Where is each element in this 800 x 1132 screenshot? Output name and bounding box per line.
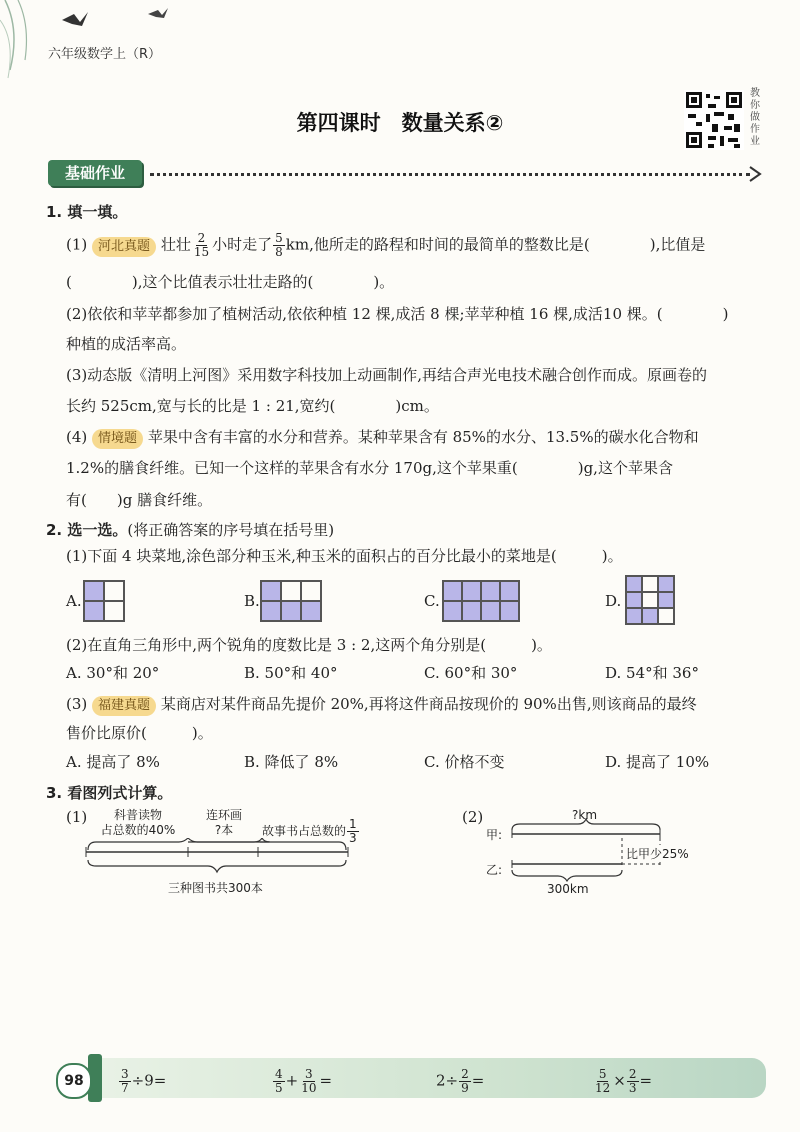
q2-heading: 2. 选一选。 [46,521,128,539]
q1-p4-line2: 1.2%的膳食纤维。已知一个这样的苹果含有水分 170g,这个苹果重( )g,这个苹果含 [66,459,673,477]
q1-p1-line1 [66,232,705,259]
q2-p3-line2: 售价比原价( )。 [66,724,213,742]
q3-d1-number: (1) [66,808,88,826]
q2-p1-option-d-label: D. [605,592,622,610]
footer-exercise-3: 2÷ $\frac{2}{9}$ = [436,1067,485,1095]
q2-p1-text: (1)下面 4 块菜地,涂色部分种玉米,种玉米的面积占的百分比最小的菜地是( )。 [66,547,623,565]
q3-d2-yi-label: 乙: [486,863,503,877]
q1-p3-line1: (3)动态版《清明上河图》采用数字科技加上动画制作,再结合声光电技术融合创作而成。原画卷的 [66,366,708,384]
q1-p1-fraction-distance: $\frac{5}{8}$ [275,231,283,259]
q2-p3-text: 某商店对某件商品先提价 20%,再将这件商品按现价的 90%出售,则该商品的最终 [160,695,697,713]
footer-exercise-1: $\frac{3}{7}$ ÷9= [121,1067,167,1095]
q1-p2-line2: 种植的成活率高。 [66,335,187,353]
lesson-title: 第四课时 数量关系② [296,111,504,135]
q3-d2-top-label: ?km [572,808,598,822]
qr-label: 教你做作业 [750,88,760,147]
q1-p1-text3: km,他所走的路程和时间的最简单的整数比是( ),比值是 [285,235,706,254]
q3-d1-label-science: 科普读物 占总数的40% [100,808,176,837]
q3-d2-jia-label: 甲: [486,828,503,842]
q1-heading: 1. 填一填。 [46,203,128,221]
q3-heading: 3. 看图列式计算。 [46,784,173,802]
q3-d2-less-label: 比甲少25% [626,847,689,861]
footer-exercise-4: $\frac{5}{12}$ × $\frac{2}{3}$ = [595,1067,653,1095]
book-title: 六年级数学上（R） [48,47,162,62]
q2-p2-option-d: D. 54°和 36° [605,664,699,682]
q2-p2-option-c: C. 60°和 30° [424,664,518,682]
q1-p1-text1: 壮壮 [160,235,191,254]
q3-d1-segment-diagram [84,838,354,878]
corner-decoration [0,0,230,80]
q3-d2-bottom-label: 300km [547,882,589,896]
q1-p2-line1: (2)依依和苹苹都参加了植树活动,依依种植 12 棵,成活 8 棵;苹苹种植 16 棵,成活10 棵。( ) [66,305,729,323]
arrow-right-icon [748,165,762,183]
q2-p1-option-d-figure [625,575,675,625]
q2-p1-option-a-figure [83,580,125,622]
q1-p4-text: 苹果中含有丰富的水分和营养。某种苹果含有 85%的水分、13.5%的碳水化合物和 [147,428,699,446]
q1-p4-line3: 有( )g 膳食纤维。 [66,491,213,509]
page-number: 98 [56,1063,92,1099]
q2-p2-option-a: A. 30°和 20° [66,664,160,682]
q1-p1-number: (1) [66,235,88,254]
q3-d1-label-comics: 连环画 ?本 [205,808,242,837]
q1-p4-line1 [66,426,699,449]
q2-p3-number: (3) [66,695,88,713]
q2-p3-option-c: C. 价格不变 [424,753,505,771]
q2-p1-option-b-label: B. [244,592,260,610]
dotted-rule [150,173,750,176]
qr-code [684,90,744,150]
q2-p2-option-b: B. 50°和 40° [244,664,338,682]
footer-bar [90,1058,766,1098]
q3-d1-label-stories: 故事书占总数的 $\frac{1}{3}$ [262,817,357,845]
q3-d2-number: (2) [462,808,484,826]
q3-d1-total: 三种图书共300本 [168,881,263,895]
footer-exercise-2: $\frac{4}{5}$ + $\frac{3}{10}$ = [275,1067,333,1095]
q1-p1-fraction-time: $\frac{2}{15}$ [193,231,210,259]
q1-p4-number: (4) [66,428,88,446]
q1-p3-line2: 长约 525cm,宽与长的比是 1 : 21,宽约( )cm。 [66,397,439,415]
q2-heading-row [46,519,334,541]
q2-p1-option-a-label: A. [66,592,82,610]
q1-p1-text2: 小时走了 [212,235,273,254]
q2-p3-tag: 福建真题 [92,696,156,716]
q2-p1-option-c-figure [442,580,520,622]
q2-p1-option-c-label: C. [424,592,440,610]
q1-p1-line2: ( ),这个比值表示壮壮走路的( )。 [66,273,395,291]
q2-p3-line1 [66,693,697,716]
section-banner: 基础作业 [48,160,142,186]
q2-p2-text: (2)在直角三角形中,两个锐角的度数比是 3 : 2,这两个角分别是( )。 [66,636,552,654]
q3-d1-fraction: $\frac{1}{3}$ [349,817,357,845]
q2-p3-option-d: D. 提高了 10% [605,753,710,771]
q1-p1-tag: 河北真题 [92,237,156,257]
q2-heading-note: (将正确答案的序号填在括号里) [127,521,335,539]
q2-p1-option-b-figure [260,580,322,622]
q1-p4-tag: 情境题 [92,429,143,449]
q2-p3-option-b: B. 降低了 8% [244,753,339,771]
q2-p3-option-a: A. 提高了 8% [66,753,160,771]
